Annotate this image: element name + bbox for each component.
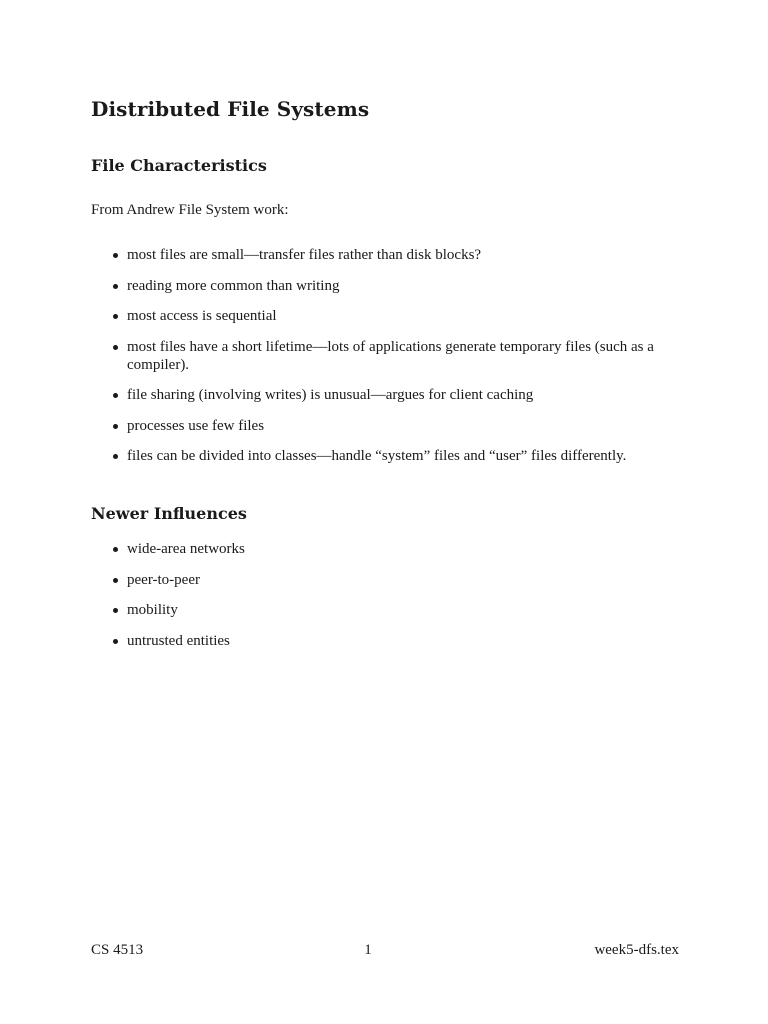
- bullet-icon: [113, 314, 118, 319]
- list-item: [91, 632, 679, 650]
- bullet-icon: [113, 393, 118, 398]
- list-item-text: mobility: [127, 602, 178, 618]
- list-item: [91, 571, 679, 589]
- file-characteristics-list: [91, 246, 679, 478]
- list-item: [91, 540, 679, 558]
- list-item-text: most files are small—transfer files rather than disk blocks?: [127, 247, 482, 263]
- bullet-icon: [113, 424, 118, 429]
- list-item-text: files can be divided into classes—handle “system” files and “user” files differently.: [127, 448, 627, 464]
- page-footer: [91, 942, 679, 962]
- footer-filename: week5-dfs.tex: [594, 942, 679, 958]
- list-item-text: wide-area networks: [127, 541, 245, 557]
- bullet-icon: [113, 547, 118, 552]
- page-title: Distributed File Systems: [91, 97, 370, 121]
- list-item: [91, 601, 679, 619]
- list-item-text: reading more common than writing: [127, 277, 340, 294]
- list-item-text: most access is sequential: [127, 308, 277, 324]
- list-item-text: untrusted entities: [127, 632, 230, 649]
- footer-course: CS 4513: [91, 942, 144, 958]
- bullet-icon: [113, 578, 118, 583]
- footer-page-number: 1: [364, 942, 372, 958]
- list-item-text: peer-to-peer: [127, 571, 200, 588]
- list-item-text: file sharing (involving writes) is unusual—argues for client caching: [127, 387, 534, 403]
- document-page: [91, 0, 679, 1024]
- list-item: [91, 338, 679, 374]
- list-item-text: most files have a short lifetime—lots of applications generate temporary files (such as a compiler).: [127, 338, 654, 373]
- list-item: [91, 277, 679, 295]
- section-heading-file-characteristics: File Characteristics: [91, 156, 267, 175]
- list-item: [91, 417, 679, 435]
- bullet-icon: [113, 608, 118, 613]
- list-item: [91, 386, 679, 404]
- bullet-icon: [113, 284, 118, 289]
- section-heading-newer-influences: Newer Influences: [91, 504, 247, 523]
- list-item: [91, 447, 679, 465]
- list-item: [91, 246, 679, 264]
- list-item-text: processes use few files: [127, 417, 265, 434]
- bullet-icon: [113, 454, 118, 459]
- bullet-icon: [113, 639, 118, 644]
- bullet-icon: [113, 253, 118, 258]
- intro-text: From Andrew File System work:: [91, 202, 289, 218]
- list-item: [91, 307, 679, 325]
- bullet-icon: [113, 345, 118, 350]
- newer-influences-list: [91, 540, 679, 662]
